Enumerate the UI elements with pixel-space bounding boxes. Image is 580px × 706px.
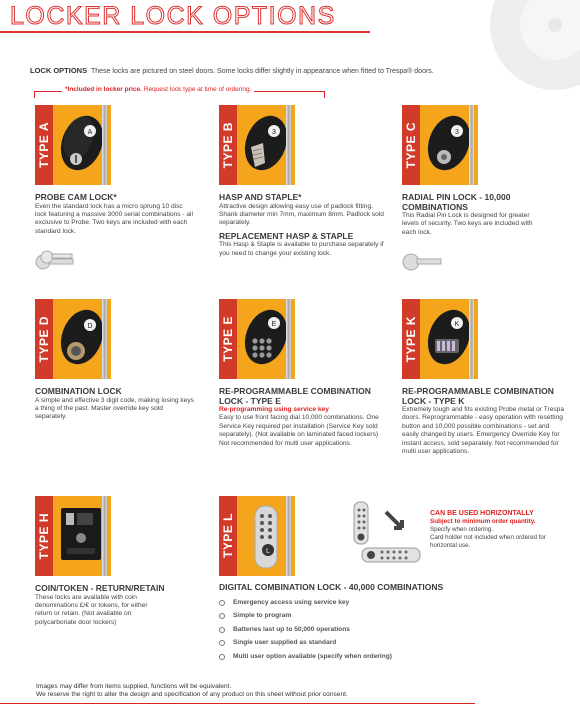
type-label: TYPE D <box>37 315 51 363</box>
footer-line2: We reserve the right to alter the design and specification of any product on this sheet without prior consent. <box>36 691 348 699</box>
feature-item: Simple to program <box>219 609 549 623</box>
lock-info-type-a <box>35 193 195 236</box>
door-post <box>102 105 107 185</box>
lock-description: Even the standard lock has a micro sprung 10 disc lock featuring a massive 3000 serial combinations - all exclusive to Probe. Two keys are included with each standard lock. <box>35 202 193 235</box>
door-post <box>286 105 291 185</box>
lock-subtitle: REPLACEMENT HASP & STAPLE <box>219 230 354 241</box>
radial-pin-lock-icon <box>424 113 474 177</box>
lock-title: HASP AND STAPLE* <box>219 192 302 202</box>
horizontal-note2: Card holder not included when ordered for horizontal use. <box>430 534 546 549</box>
lock-subdescription: This Hasp & Staple is available to purchase separately if you need to change your existing lock. <box>219 241 384 257</box>
feature-item: Single user supplied as standard <box>219 636 549 650</box>
type-label-bar <box>402 299 420 379</box>
svg-text:L: L <box>266 548 270 555</box>
coin-lock-icon <box>57 504 107 568</box>
footer-rule <box>0 703 475 704</box>
door-post <box>102 496 107 576</box>
intro-heading: LOCK OPTIONS <box>30 66 88 75</box>
lock-description: These locks are available with coin denominations £/€ or tokens, for either return or retain. (Not available on polycarbonate door lockers) <box>35 593 148 626</box>
horizontal-keypad-icon <box>352 500 428 572</box>
svg-text:A: A <box>87 129 93 136</box>
type-label: TYPE E <box>221 316 235 362</box>
lock-image-type-k <box>402 299 478 379</box>
feature-item: Emergency access using service key <box>219 596 549 610</box>
corner-decoration-dot <box>548 18 562 32</box>
lock-info-type-c <box>402 193 547 237</box>
reprogrammable-lock-e-icon <box>241 307 291 371</box>
svg-text:E: E <box>271 321 277 328</box>
type-label: TYPE L <box>221 513 235 559</box>
key-icon <box>35 248 77 276</box>
feature-item: Multi user option available (specify when ordering) <box>219 650 549 664</box>
lock-description: This Radial Pin Lock is designed for greater levels of security. Two keys are included with each lock. <box>402 212 533 236</box>
lock-image-type-h <box>35 496 111 576</box>
lock-title: PROBE CAM LOCK* <box>35 192 117 202</box>
door-post <box>469 299 474 379</box>
lock-title: COIN/TOKEN - RETURN/RETAIN <box>35 583 165 593</box>
type-label-bar <box>219 299 237 379</box>
type-label-bar <box>219 105 237 185</box>
horizontal-note1: Specify when ordering. <box>430 526 493 534</box>
title-underline <box>0 31 370 33</box>
feature-list <box>219 596 549 664</box>
svg-text:3: 3 <box>272 129 276 136</box>
lock-title: COMBINATION LOCK <box>35 386 122 396</box>
lock-image-type-a <box>35 105 111 185</box>
type-label: TYPE C <box>404 121 418 169</box>
cam-lock-icon <box>57 113 107 177</box>
type-label-bar <box>402 105 420 185</box>
horizontal-title: CAN BE USED HORIZONTALLY <box>430 510 534 517</box>
included-bold: *Included in locker price. <box>65 86 142 93</box>
type-label-bar <box>35 105 53 185</box>
intro <box>30 66 434 75</box>
intro-text: These locks are pictured on steel doors. Some locks differ slightly in appearance when fitted to Trespa® doors. <box>90 68 434 75</box>
lock-image-type-b <box>219 105 295 185</box>
lock-image-type-d <box>35 299 111 379</box>
horizontal-note <box>430 510 565 550</box>
lock-red-note: Re-programming using service key <box>219 406 329 413</box>
type-label-bar <box>35 496 53 576</box>
lock-title: RE-PROGRAMMABLE COMBINATION LOCK - TYPE E <box>219 386 371 406</box>
lock-description: Easy to use front facing dial 10,000 combinations. One Service Key required per installation (Service Key sold separately). (Not available on laminated faced lockers) Not recommended for multi user applications. <box>219 414 379 447</box>
door-post <box>469 105 474 185</box>
included-note <box>62 86 254 93</box>
key-icon <box>402 247 444 277</box>
lock-description: Extremely tough and fits existing Probe metal or Trespa doors. Reprogrammable - easy operation with resetting button and 10,000 possible combinations - set and easily changed by users. Emergency Override Key for instant access, sold separately. Not recommended for multi user applications. <box>402 406 564 456</box>
door-post <box>286 496 291 576</box>
door-post <box>286 299 291 379</box>
lock-info-type-d <box>35 387 195 422</box>
feature-item: Batteries last up to 50,000 operations <box>219 623 549 637</box>
horizontal-sub: Subject to minimum order quantity. <box>430 518 536 526</box>
svg-text:K: K <box>454 321 460 328</box>
lock-title: RADIAL PIN LOCK - 10,000 COMBINATIONS <box>402 192 511 212</box>
lock-description: A simple and effective 3 digit code, making losing keys a thing of the past. Master override key sold separately. <box>35 396 194 421</box>
lock-image-type-l <box>219 496 295 576</box>
type-label-bar <box>35 299 53 379</box>
digital-keypad-icon <box>241 504 291 574</box>
type-label: TYPE B <box>221 121 235 169</box>
lock-description: Attractive design allowing easy use of padlock fitting. Shank diameter min 7mm, maximum 8mm. Padlock sold separately. <box>219 202 384 227</box>
svg-text:D: D <box>87 323 93 330</box>
lock-info-type-e <box>219 387 384 448</box>
lock-title: DIGITAL COMBINATION LOCK - 40,000 COMBINATIONS <box>219 582 444 592</box>
lock-info-type-h <box>35 584 165 627</box>
type-label-bar <box>219 496 237 576</box>
lock-info-type-b <box>219 193 389 258</box>
lock-title: RE-PROGRAMMABLE COMBINATION LOCK - TYPE K <box>402 386 554 406</box>
reprogrammable-lock-k-icon <box>424 307 474 371</box>
type-label: TYPE H <box>37 512 51 560</box>
combination-lock-icon <box>57 307 107 371</box>
lock-image-type-e <box>219 299 295 379</box>
lock-info-type-k <box>402 387 567 456</box>
type-label: TYPE K <box>404 315 418 363</box>
type-label: TYPE A <box>37 122 51 168</box>
svg-text:3: 3 <box>455 129 459 136</box>
hasp-lock-icon <box>241 113 291 177</box>
door-post <box>102 299 107 379</box>
lock-info-type-l <box>219 583 549 663</box>
included-rest: Request lock type at time of ordering. <box>143 86 252 93</box>
page-title: LOCKER LOCK OPTIONS <box>10 2 336 30</box>
footer <box>36 683 348 700</box>
lock-image-type-c <box>402 105 478 185</box>
footer-line1: Images may differ from items supplied, functions will be equivalent. <box>36 683 232 690</box>
